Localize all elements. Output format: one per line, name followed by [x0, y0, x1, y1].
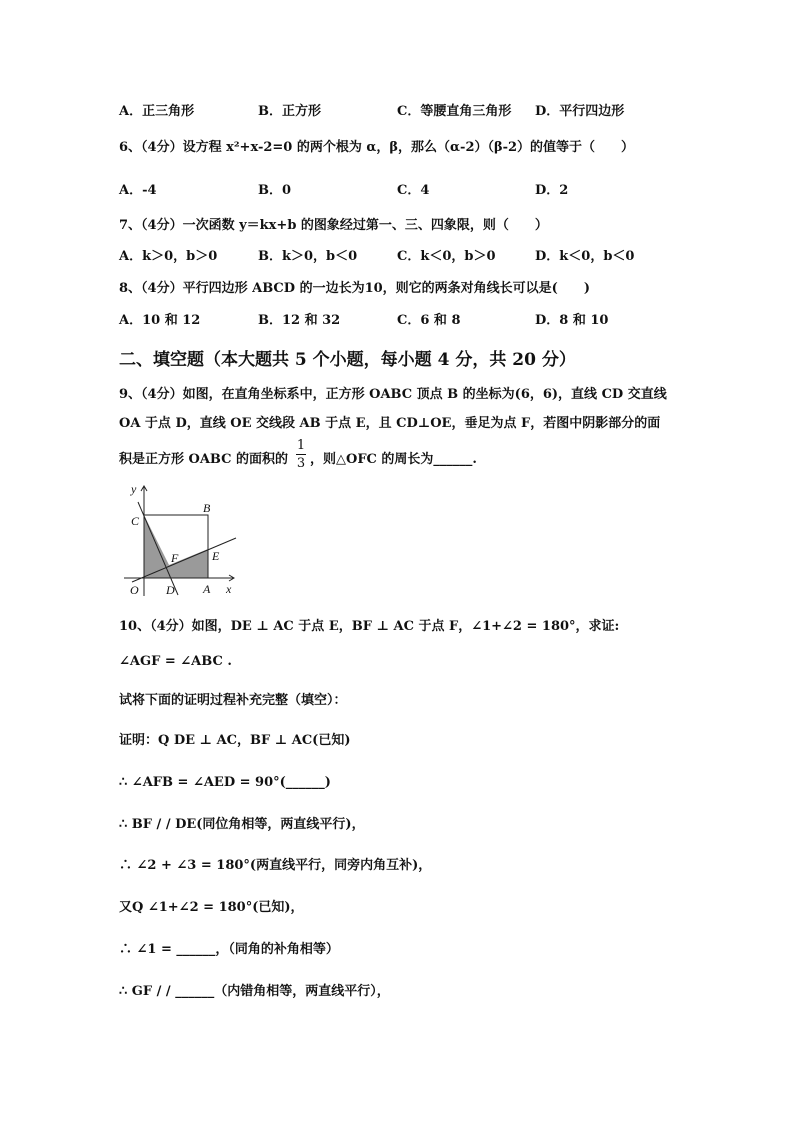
q10-line-9: ∴ ∠1 = ______，（同角的补角相等） — [119, 942, 339, 957]
q5-option-a: A．正三角形 — [119, 104, 195, 119]
q5-option-c: C．等腰直角三角形 — [397, 104, 512, 119]
q9-line-2: OA 于点 D，直线 OE 交线段 AB 于点 E，且 CD⊥OE，垂足为点 F，若图中阴影部分的面 — [119, 416, 661, 431]
q9-line-3b: ，则△OFC 的周长为______. — [310, 452, 477, 467]
label-d: D — [166, 583, 175, 597]
q6-option-d: D．2 — [535, 183, 569, 198]
q5-option-d: D．平行四边形 — [535, 104, 625, 119]
q10-line-4: 证明：Q DE ⊥ AC，BF ⊥ AC(已知) — [119, 733, 351, 748]
q10-line-6: ∴ BF / / DE(同位角相等，两直线平行)， — [119, 817, 365, 832]
q10-line-1: 10、（4分）如图，DE ⊥ AC 于点 E，BF ⊥ AC 于点 F，∠1+∠2 = 180°，求证: — [119, 619, 620, 634]
label-a: A — [203, 582, 211, 596]
q7-option-c: C．k＜0，b＞0 — [397, 249, 496, 264]
q7-option-a: A．k＞0，b＞0 — [119, 249, 218, 264]
square-coordinate-figure — [116, 480, 246, 600]
q10-line-7: ∴ ∠2 + ∠3 = 180°(两直线平行，同旁内角互补)， — [119, 858, 432, 873]
q9-line-3a: 积是正方形 OABC 的面积的 — [119, 452, 289, 467]
label-c: C — [131, 514, 140, 528]
q10-line-2: ∠AGF = ∠ABC . — [119, 654, 232, 669]
fraction-numerator: 1 — [296, 438, 306, 453]
q6-stem: 6、（4分）设方程 x²+x-2=0 的两个根为 α，β，那么（α-2）（β-2）的值等于（ ） — [119, 140, 635, 155]
q6-option-c: C．4 — [397, 183, 430, 198]
label-b: B — [203, 501, 211, 515]
q8-option-b: B．12 和 32 — [258, 313, 341, 328]
section-heading: 二、填空题（本大题共 5 个小题，每小题 4 分，共 20 分） — [119, 350, 576, 370]
q10-line-5: ∴ ∠AFB = ∠AED = 90°(______) — [119, 775, 331, 790]
q9-line-1: 9、（4分）如图，在直角坐标系中，正方形 OABC 顶点 B 的坐标为(6，6)，直线 CD 交直线 — [119, 387, 667, 402]
q10-line-10: ∴ GF / / ______（内错角相等，两直线平行）， — [119, 984, 390, 999]
q6-option-a: A．-4 — [119, 183, 157, 198]
q8-option-d: D．8 和 10 — [535, 313, 609, 328]
q7-option-d: D．k＜0，b＜0 — [535, 249, 635, 264]
label-o: O — [130, 583, 139, 597]
q8-option-c: C．6 和 8 — [397, 313, 461, 328]
label-y: y — [131, 482, 137, 496]
q6-option-b: B．0 — [258, 183, 292, 198]
q10-line-3: 试将下面的证明过程补充完整（填空）： — [119, 693, 347, 708]
label-e: E — [212, 549, 220, 563]
q5-option-b: B．正方形 — [258, 104, 321, 119]
label-x: x — [226, 582, 232, 596]
one-third-fraction — [296, 438, 306, 471]
q7-option-b: B．k＞0，b＜0 — [258, 249, 358, 264]
label-f: F — [171, 551, 179, 565]
fraction-bar — [296, 454, 306, 455]
q10-line-8: 又Q ∠1+∠2 = 180°(已知)， — [119, 900, 304, 915]
q7-stem: 7、（4分）一次函数 y＝kx+b 的图象经过第一、三、四象限，则（ ） — [119, 218, 548, 233]
fraction-denominator: 3 — [296, 456, 306, 471]
q8-stem: 8、（4分）平行四边形 ABCD 的一边长为10，则它的两条对角线长可以是( ) — [119, 281, 590, 296]
q8-option-a: A．10 和 12 — [119, 313, 201, 328]
